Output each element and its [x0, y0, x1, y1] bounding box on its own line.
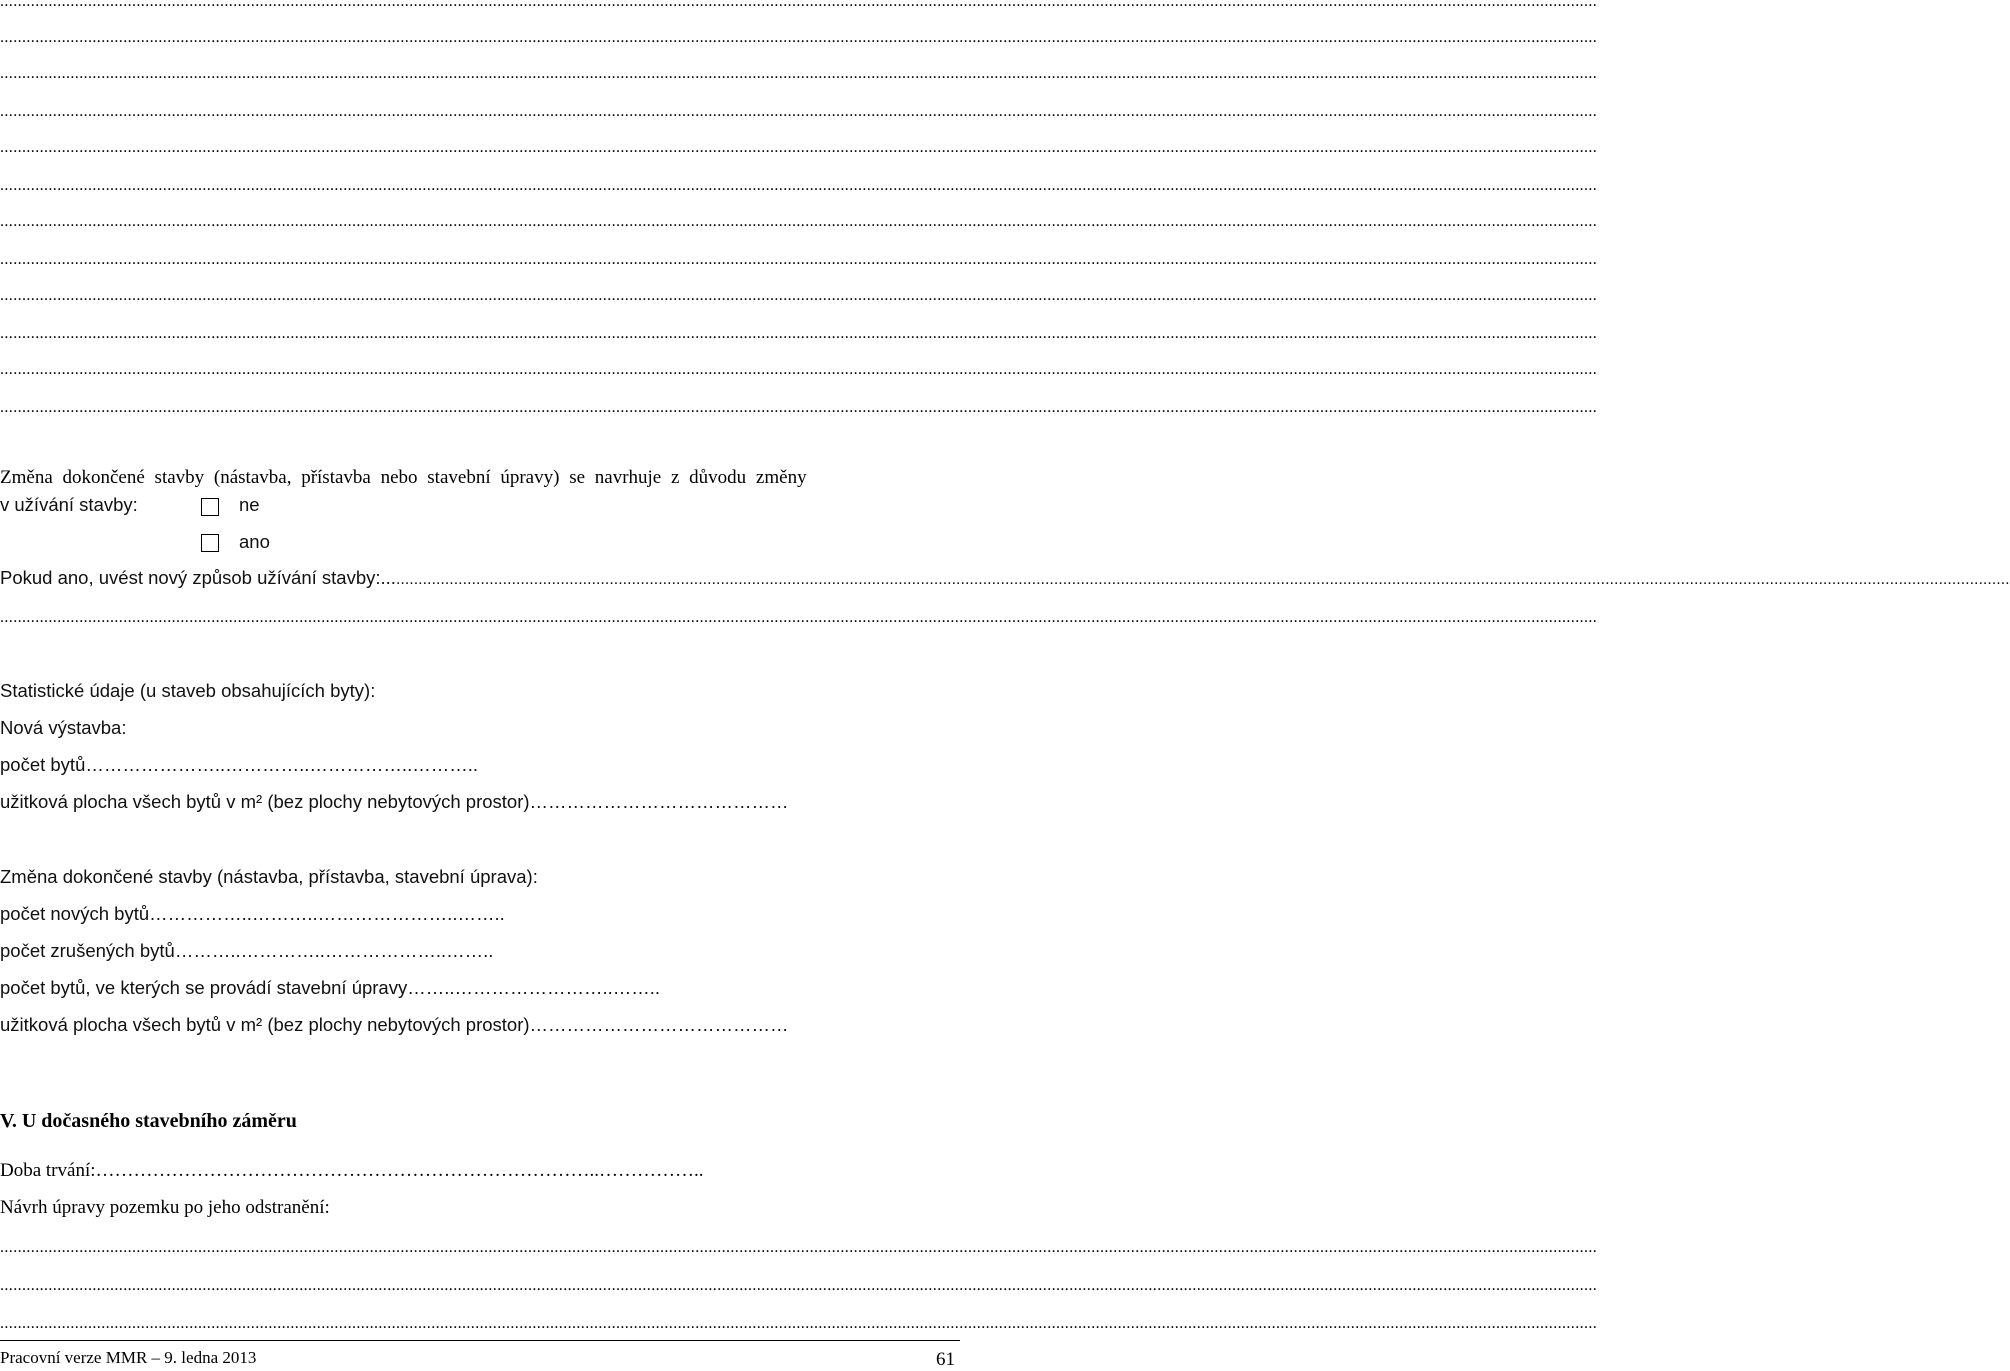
dotted-line: ...........................................................................................................................................................................................................................................................................................................................................................................: [0, 609, 1598, 626]
flat-count-field[interactable]: počet bytů…………………..…………..……………..………..: [0, 754, 478, 775]
dotted-line: ...........................................................................................................................................................................................................................................................................................................................................................................: [0, 139, 1598, 156]
dotted-line: ...........................................................................................................................................................................................................................................................................................................................................................................: [0, 251, 1598, 268]
dotted-line: ...........................................................................................................................................................................................................................................................................................................................................................................: [0, 399, 1598, 416]
page-number: 61: [936, 1349, 955, 1370]
dotted-line: ...........................................................................................................................................................................................................................................................................................................................................................................: [0, 287, 1598, 304]
cancelled-flats-field[interactable]: počet zrušených bytů………..…………..………………..……..: [0, 940, 494, 961]
checkbox-no[interactable]: [201, 498, 219, 516]
footer-rule: [0, 1340, 960, 1341]
footer-version: Pracovní verze MMR – 9. ledna 2013: [0, 1348, 257, 1367]
usable-area-change-field[interactable]: užitková plocha všech bytů v m² (bez plochy nebytových prostor)……………………………………: [0, 1014, 789, 1035]
change-of-use-question: Změna dokončené stavby (nástavba, přístavba nebo stavební úpravy) se navrhuje z důvodu změny: [0, 467, 807, 488]
change-of-use-prefix: v užívání stavby:: [0, 494, 138, 515]
dotted-line: ...........................................................................................................................................................................................................................................................................................................................................................................: [0, 177, 1598, 194]
dotted-line: ...........................................................................................................................................................................................................................................................................................................................................................................: [0, 1315, 1598, 1332]
option-yes-label: ano: [239, 531, 270, 552]
usable-area-field[interactable]: užitková plocha všech bytů v m² (bez plochy nebytových prostor)……………………………………: [0, 791, 789, 812]
change-stats-title: Změna dokončené stavby (nástavba, přístavba, stavební úprava):: [0, 866, 538, 887]
dotted-line: ...........................................................................................................................................................................................................................................................................................................................................................................: [0, 325, 1598, 342]
duration-field[interactable]: Doba trvání:……………………………………………………………………..……………..: [0, 1160, 704, 1181]
dotted-line: ...........................................................................................................................................................................................................................................................................................................................................................................: [0, 0, 1598, 10]
new-use-dots: ...........................................................................................................................................................................................................................................................................................................................................................................: [395, 571, 2010, 588]
dotted-line: ...........................................................................................................................................................................................................................................................................................................................................................................: [0, 213, 1598, 230]
dotted-line: ...........................................................................................................................................................................................................................................................................................................................................................................: [0, 103, 1598, 120]
dotted-line: ...........................................................................................................................................................................................................................................................................................................................................................................: [0, 65, 1598, 82]
checkbox-yes[interactable]: [201, 534, 219, 552]
new-build-label: Nová výstavba:: [0, 717, 127, 738]
statistics-title: Statistické údaje (u staveb obsahujících byty):: [0, 680, 376, 701]
new-use-field[interactable]: [0, 567, 2010, 589]
new-flats-field[interactable]: počet nových bytů……………..………..…………………..……..: [0, 903, 505, 924]
site-adjustment-label: Návrh úpravy pozemku po jeho odstranění:: [0, 1197, 330, 1218]
new-use-label: Pokud ano, uvést nový způsob užívání stavby:...: [0, 567, 396, 588]
modified-flats-field[interactable]: počet bytů, ve kterých se provádí stavební úpravy……..……………………..……..: [0, 977, 661, 998]
dotted-line: ...........................................................................................................................................................................................................................................................................................................................................................................: [0, 1277, 1598, 1294]
option-no-label: ne: [239, 494, 260, 515]
section-v-heading: V. U dočasného stavebního záměru: [0, 1110, 297, 1132]
dotted-line: ...........................................................................................................................................................................................................................................................................................................................................................................: [0, 29, 1598, 46]
dotted-line: ...........................................................................................................................................................................................................................................................................................................................................................................: [0, 1239, 1598, 1256]
dotted-line: ...........................................................................................................................................................................................................................................................................................................................................................................: [0, 361, 1598, 378]
